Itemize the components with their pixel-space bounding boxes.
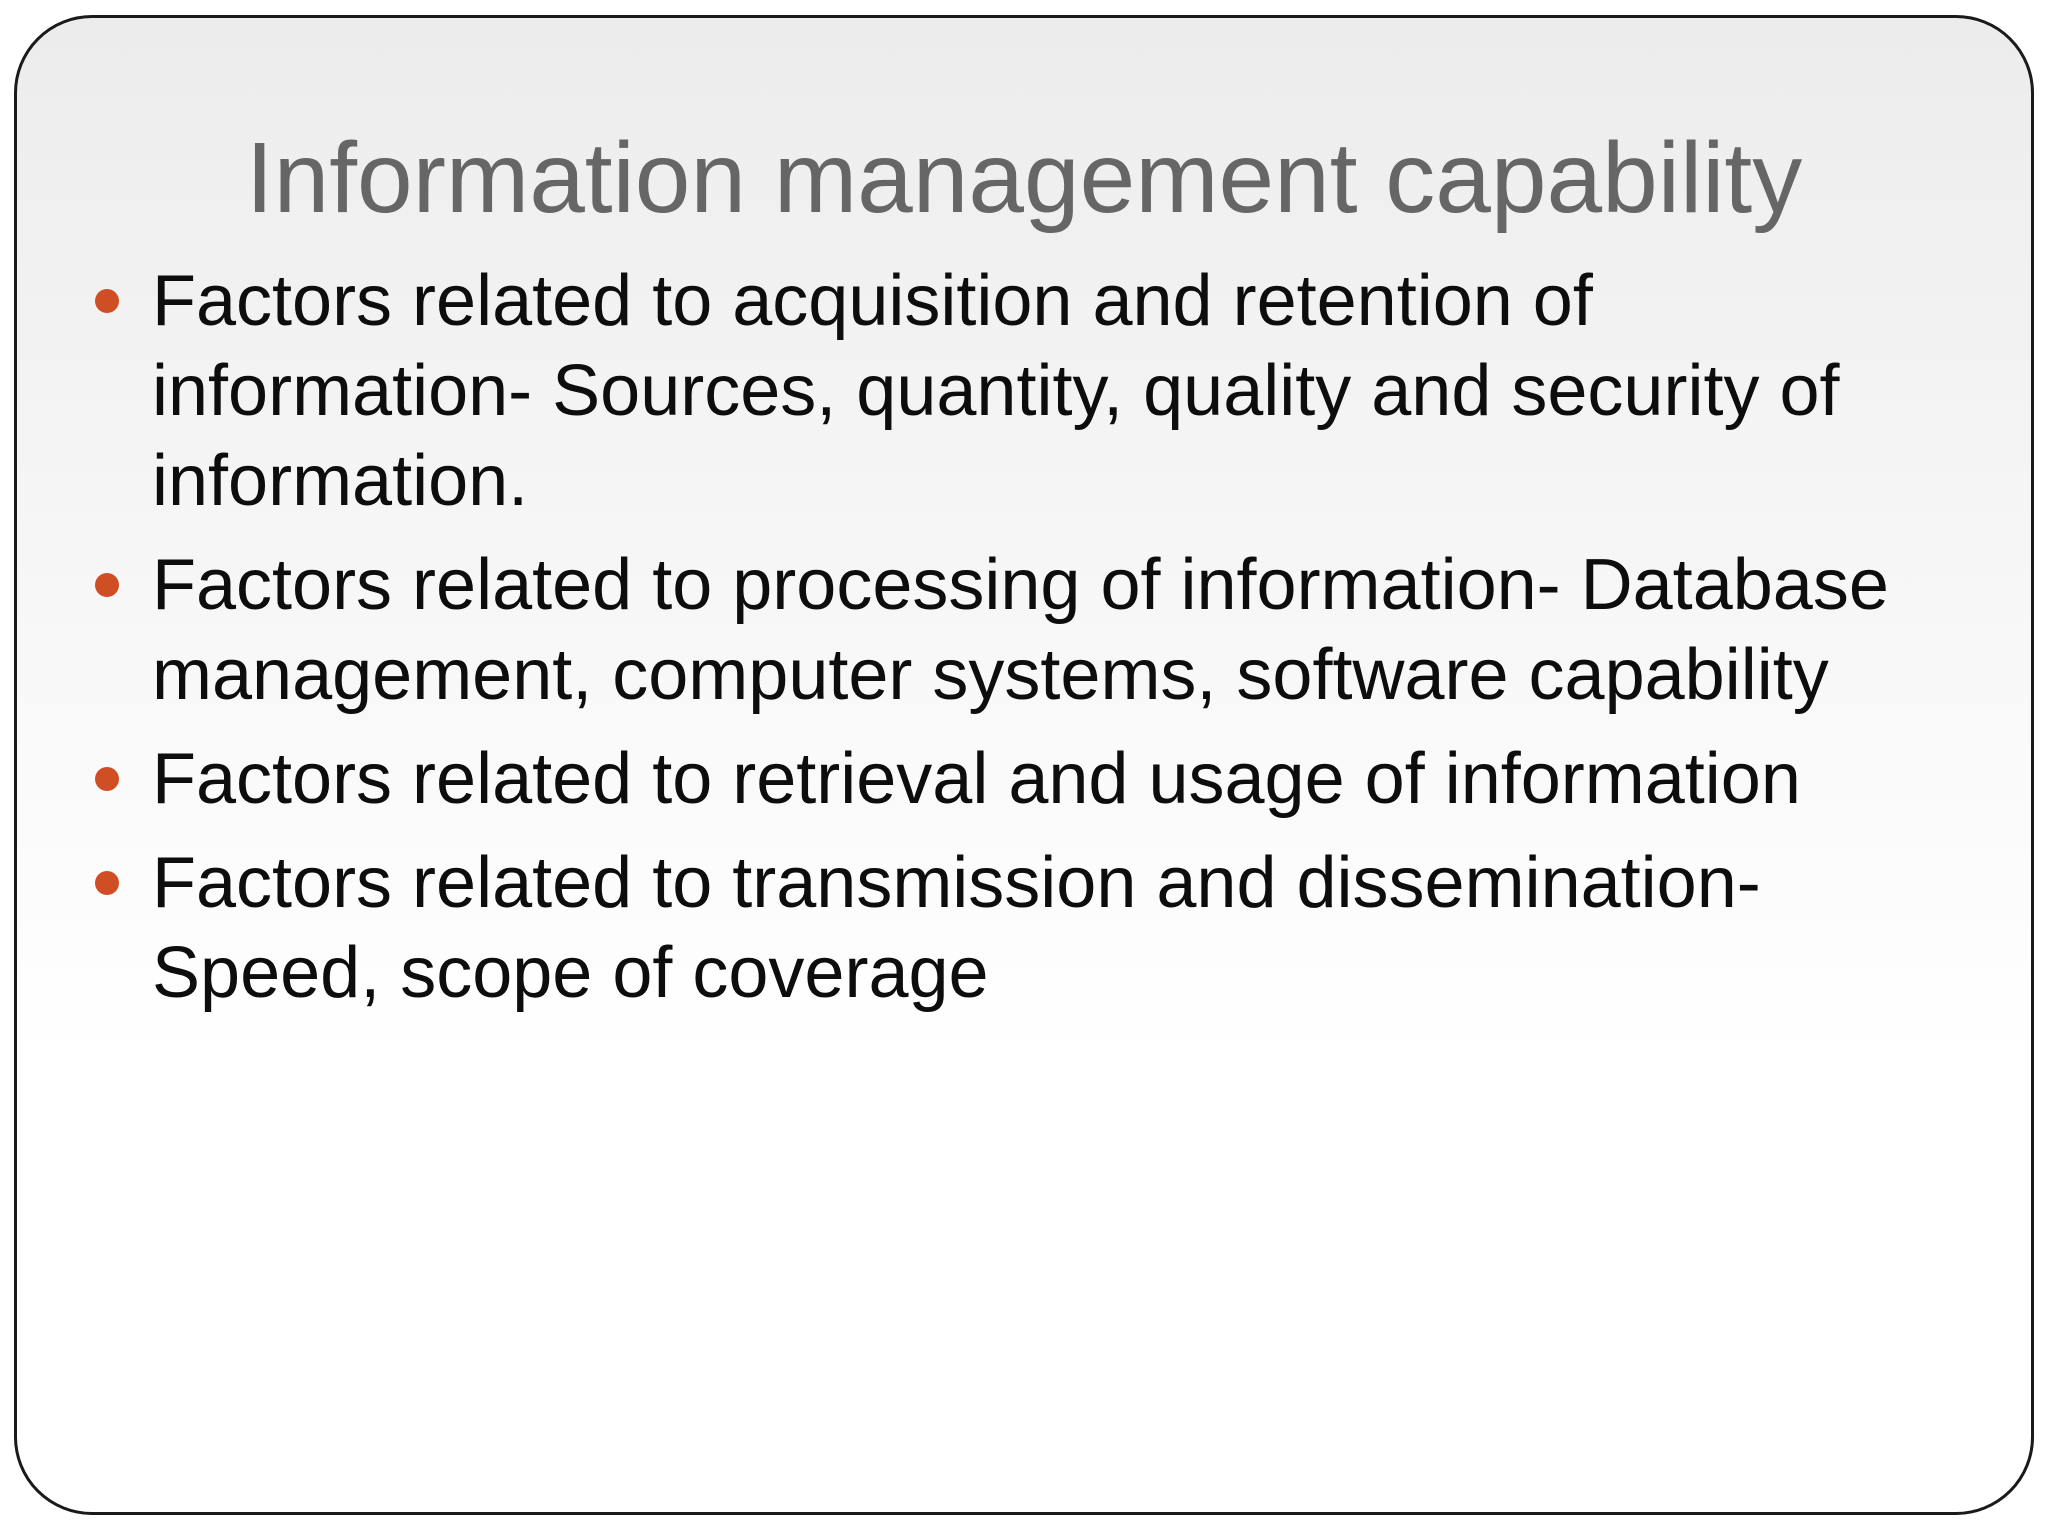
bullet-dot-icon xyxy=(95,767,119,791)
bullet-item xyxy=(152,838,1992,1018)
bullet-dot-icon xyxy=(95,289,119,313)
bullet-dot-icon xyxy=(95,573,119,597)
bullet-line: information. xyxy=(152,441,529,521)
bullet-item xyxy=(152,734,1992,824)
bullet-line: Speed, scope of coverage xyxy=(152,933,989,1013)
bullet-item xyxy=(152,540,1992,720)
bullet-dot-icon xyxy=(95,871,119,895)
bullet-line: information- Sources, quantity, quality and security of xyxy=(152,351,1840,431)
bullet-item xyxy=(152,256,1992,526)
bullet-line: Factors related to acquisition and retention of xyxy=(152,261,1593,341)
bullet-line: management, computer systems, software capability xyxy=(152,635,1829,715)
slide-title: Information management capability xyxy=(245,122,1803,234)
bullet-line: Factors related to processing of information- Database xyxy=(152,545,1889,625)
bullet-list xyxy=(152,256,1992,1032)
bullet-line: Factors related to transmission and dissemination- xyxy=(152,843,1761,923)
bullet-line: Factors related to retrieval and usage of information xyxy=(152,739,1801,819)
